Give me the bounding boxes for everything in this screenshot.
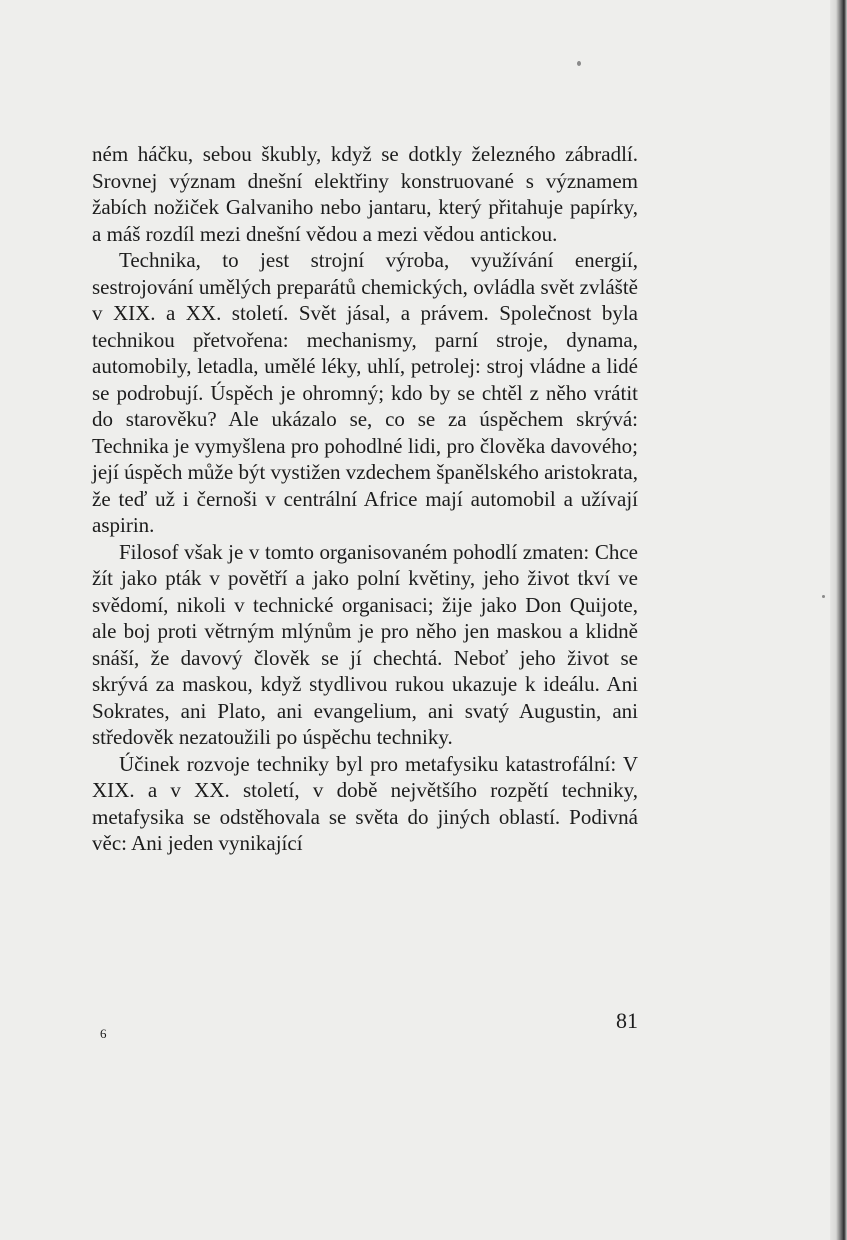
paper-speck: [822, 595, 825, 598]
paper-speck: [577, 61, 581, 66]
page-number: 81: [616, 1008, 638, 1033]
paragraph: Účinek rozvoje techniky byl pro metafysiku katastrofální: V XIX. a v XX. století, v době největšího rozpětí techniky, metafysika se odstěhovala se světa do jiných oblastí. Podivná věc: Ani jeden vynikající: [92, 751, 638, 855]
body-text: [92, 141, 638, 857]
paragraph: Filosof však je v tomto organisovaném pohodlí zmaten: Chce žít jako pták v povětří a jako polní květiny, jeho život tkví ve svědomí, nikoli v technické organisaci; žije jako Don Quijote, ale boj proti větrným mlýnům je pro něho jen maskou a klidně snáší, že davový člověk se jí chechtá. Neboť jeho život se skrývá za maskou, když stydlivou rukou ukazuje k ideálu. Ani Sokrates, ani Plato, ani evangelium, ani svatý Augustin, ani středověk nezatoužili po úspěchu techniky.: [92, 539, 638, 749]
paragraph: Technika, to jest strojní výroba, využívání energií, sestrojování umělých preparátů chemických, ovládla svět zvláště v XIX. a XX. století. Svět jásal, a právem. Společnost byla technikou přetvořena: mechanismy, parní stroje, dynama, automobily, letadla, umělé léky, uhlí, petrolej: stroj vládne a lidé se podrobují. Úspěch je ohromný; kdo by se chtěl z něho vrátit do starověku? Ale ukázalo se, co se za úspěchem skrývá: Technika je vymyšlena pro pohodlné lidi, pro člověka davového; její úspěch může být vystižen vzdechem španělského aristokrata, že teď už i černoši v centrální Africe mají automobil a užívají aspirin.: [92, 248, 638, 537]
page-footer: [92, 1008, 638, 1048]
signature-mark: 6: [100, 1026, 107, 1041]
page-edge-shadow: [830, 0, 847, 1240]
paragraph: ném háčku, sebou škubly, když se dotkly železného zábradlí. Srovnej význam dnešní elektřiny konstruované s významem žabích nožiček Galvaniho nebo jantaru, který přitahuje papírky, a máš rozdíl mezi dnešní vědou a mezi vědou antickou.: [92, 142, 638, 246]
